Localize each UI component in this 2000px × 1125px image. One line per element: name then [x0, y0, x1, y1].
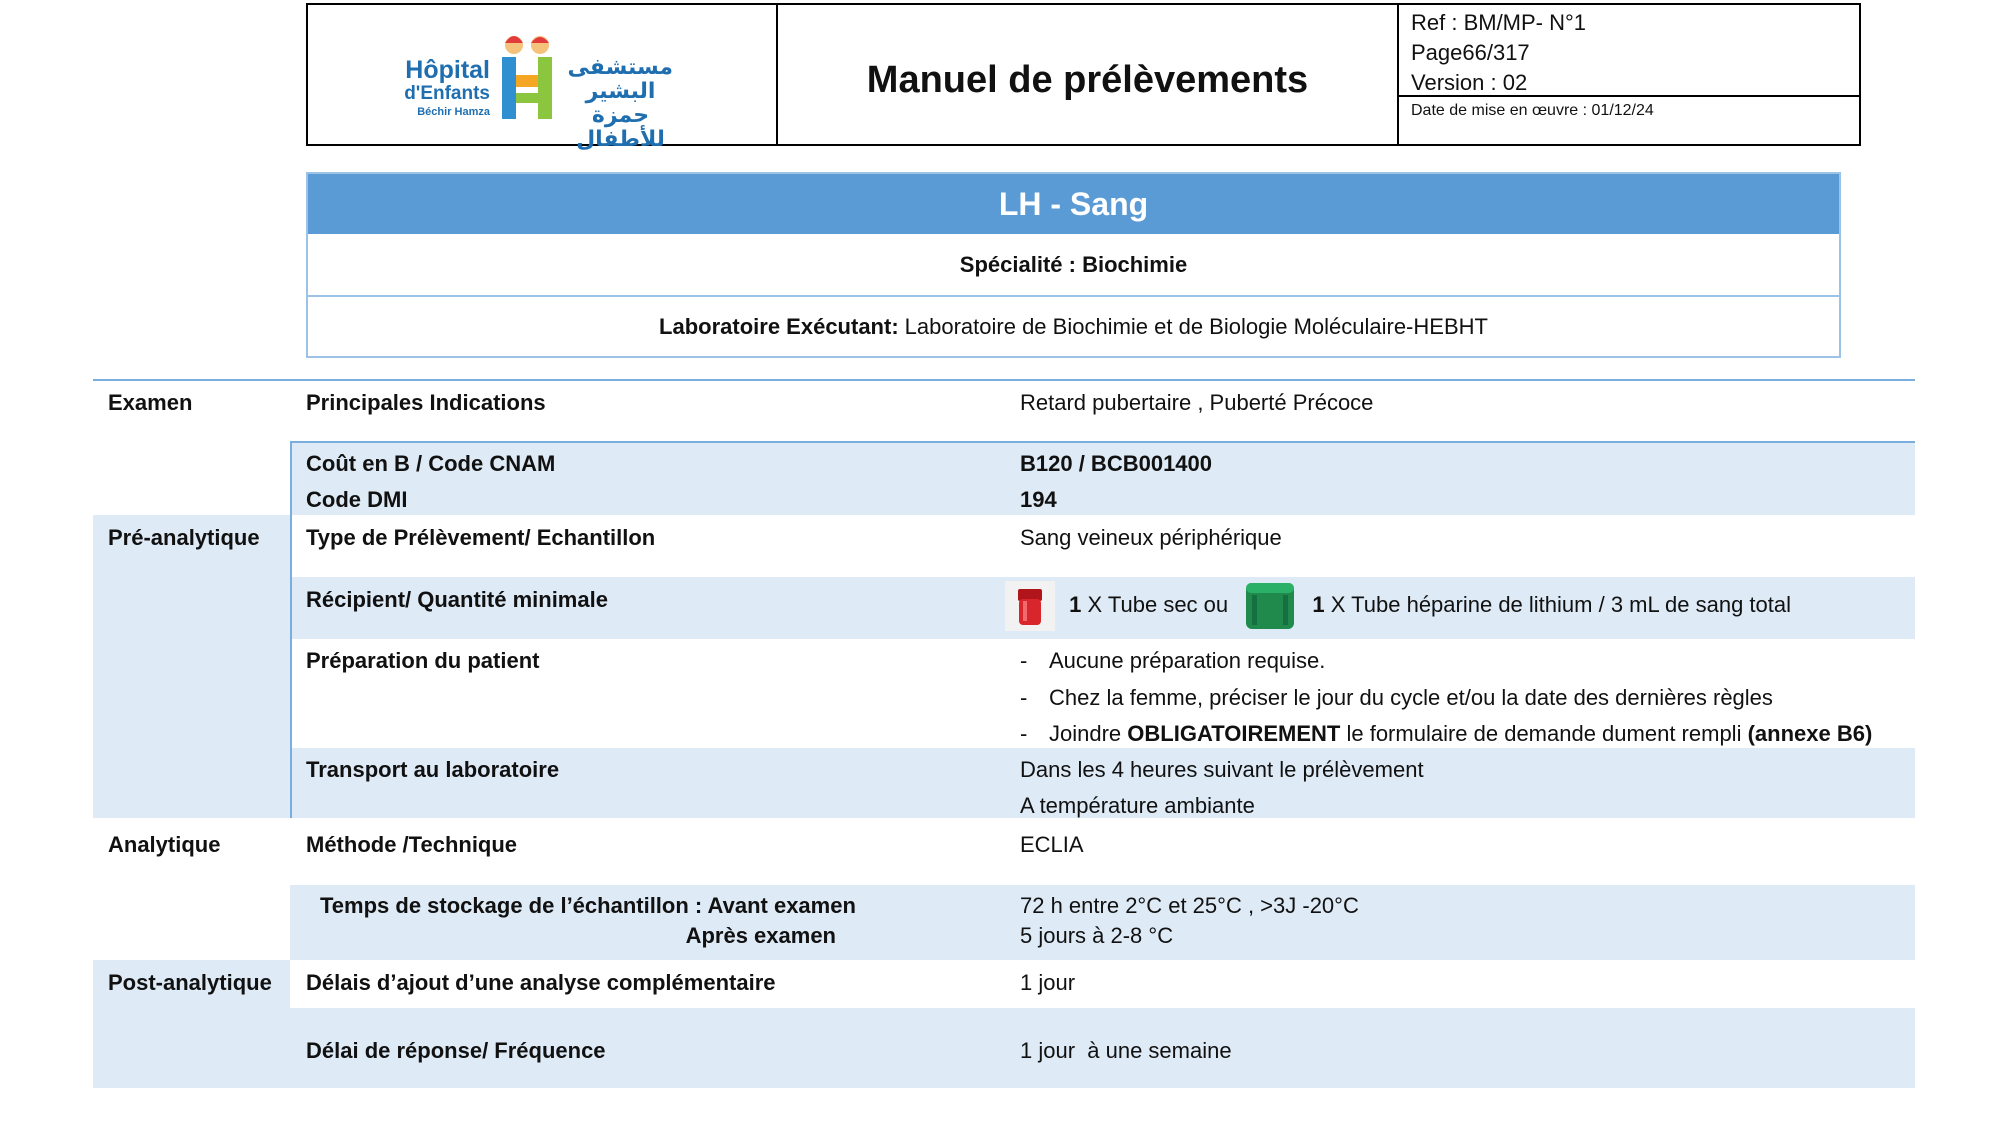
logo-ar-line1: مستشفى [567, 54, 673, 79]
logo-fr-line2: d'Enfants [404, 83, 490, 104]
section-post-analytique: Post-analytique [108, 970, 272, 995]
green-tube-icon [1242, 581, 1298, 631]
value-stockage-1: 72 h entre 2°C et 25°C , >3J -20°C [1020, 893, 1359, 918]
page-number: Page66/317 [1411, 40, 1530, 65]
specialite: Spécialité : Biochimie [308, 234, 1839, 297]
label-reponse: Délai de réponse/ Fréquence [306, 1038, 606, 1063]
label-stockage-avant: Temps de stockage de l’échantillon : Avant examen [320, 893, 856, 918]
logo-fr-line1: Hôpital [405, 56, 490, 84]
section-pre-bg [93, 515, 290, 818]
label-methode: Méthode /Technique [306, 832, 518, 857]
label-delais: Délais d’ajout d’une analyse complémentaire [306, 970, 776, 995]
prep-bullet-1: - [1020, 648, 1028, 673]
label-transport: Transport au laboratoire [306, 757, 560, 782]
laboratoire-executant [308, 297, 1839, 357]
prep-item-1: Aucune préparation requise. [1049, 648, 1326, 673]
label-dmi: Code DMI [306, 487, 408, 512]
exam-title-band [306, 172, 1841, 358]
section-examen: Examen [108, 390, 193, 415]
value-methode: ECLIA [1020, 832, 1084, 857]
value-indications: Retard pubertaire , Puberté Précoce [1020, 390, 1374, 415]
value-transport-2: A température ambiante [1020, 793, 1255, 818]
table-top-border [93, 379, 1915, 381]
prep-item-3-d: (annexe B6) [1747, 721, 1873, 746]
section-pre-divider [290, 515, 292, 818]
value-reponse: 1 jour à une semaine [1020, 1038, 1232, 1063]
value-stockage-2: 5 jours à 2-8 °C [1020, 923, 1174, 948]
label-indications: Principales Indications [306, 390, 546, 415]
logo-fr-line3: Béchir Hamza [417, 106, 490, 118]
labo-value: Laboratoire de Biochimie et de Biologie Moléculaire-HEBHT [904, 314, 1488, 339]
document-header [306, 3, 1861, 151]
recipient-qty-2: 1 [1312, 592, 1325, 617]
label-stockage-apres: Après examen [685, 923, 836, 948]
value-cout: B120 / BCB001400 [1020, 451, 1213, 476]
prep-bullet-3: - [1020, 721, 1028, 746]
recipient-qty-1: 1 [1069, 592, 1082, 617]
value-recipient [1005, 578, 1791, 632]
section-analytique: Analytique [108, 832, 221, 857]
recipient-tube-2: X Tube héparine de lithium / 3 mL de sang total [1324, 592, 1792, 617]
value-delais: 1 jour [1020, 970, 1076, 995]
reference-cell [1399, 5, 1859, 144]
logo-arabic-text [568, 55, 673, 151]
logo-french-text [398, 57, 490, 119]
logo-h-icon [496, 31, 558, 123]
hospital-logo [398, 31, 673, 151]
labo-label: Laboratoire Exécutant: [659, 314, 899, 339]
exam-title: LH - Sang [308, 174, 1839, 234]
logo-cell [308, 5, 778, 151]
label-type: Type de Prélèvement/ Echantillon [306, 525, 656, 550]
label-cout: Coût en B / Code CNAM [306, 451, 556, 476]
logo-ar-line3: للأطفال [576, 126, 665, 151]
section-pre-analytique: Pré-analytique [108, 525, 260, 550]
prep-bullet-2: - [1020, 685, 1028, 710]
ref-number: Ref : BM/MP- N°1 [1411, 10, 1587, 35]
label-recipient: Récipient/ Quantité minimale [306, 587, 608, 612]
recipient-tube-1: X Tube sec ou [1081, 592, 1229, 617]
value-type: Sang veineux périphérique [1020, 525, 1282, 550]
prep-item-3 [1049, 716, 1872, 752]
prep-item-2: Chez la femme, préciser le jour du cycle et/ou la date des dernières règles [1049, 685, 1773, 710]
value-dmi: 194 [1020, 487, 1057, 512]
version: Version : 02 [1411, 70, 1528, 95]
document-title: Manuel de prélèvements [866, 59, 1309, 101]
prep-item-3-c: le formulaire de demande dument rempli [1340, 721, 1748, 746]
prep-item-3-b: OBLIGATOIREMENT [1127, 721, 1341, 746]
red-tube-icon [1005, 581, 1055, 631]
effective-date: Date de mise en œuvre : 01/12/24 [1411, 102, 1654, 119]
logo-ar-line2: البشير حمزة [585, 78, 656, 127]
value-transport-1: Dans les 4 heures suivant le prélèvement [1020, 757, 1424, 782]
title-cell [778, 5, 1399, 144]
label-preparation: Préparation du patient [306, 648, 540, 673]
prep-item-3-a: Joindre [1049, 721, 1128, 746]
